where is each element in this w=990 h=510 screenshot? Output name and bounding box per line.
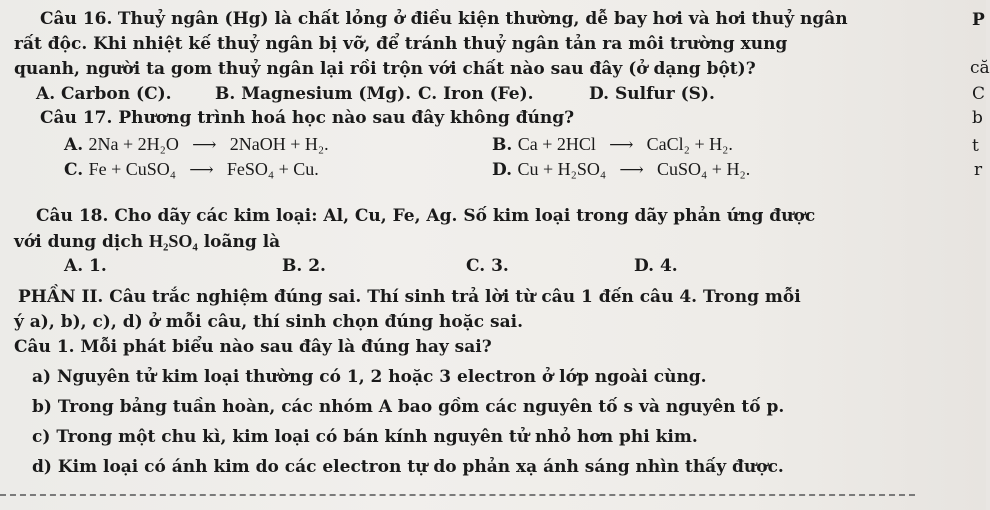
q16-label: Câu 16. (40, 9, 113, 29)
q18-text-1: Cho dãy các kim loại: Al, Cu, Fe, Ag. Số kim loại trong dãy phản ứng được (114, 206, 816, 226)
c1-statement-b: b) Trong bảng tuần hoàn, các nhóm A bao gồm các nguyên tố s và nguyên tố p. (32, 397, 785, 417)
q17-option-a-rhs: 2NaOH + H₂. (229, 134, 329, 154)
q18-formula: H₂SO₄ (148, 231, 198, 251)
q16-option-b: B. Magnesium (Mg). (215, 84, 412, 104)
q17-option-c-arrow: ⟶ (189, 160, 214, 180)
q16-line3: quanh, người ta gom thuỷ ngân lại rồi trộn với chất nào sau đây (ở dạng bột)? (14, 59, 756, 79)
q17-option-d-lhs: Cu + H₂SO₄ (517, 159, 607, 179)
q17-option-a-label: A. (64, 135, 84, 155)
c1-text: Mỗi phát biểu nào sau đây là đúng hay sai? (80, 337, 492, 357)
dotted-divider (0, 494, 915, 496)
part2-line2: ý a), b), c), d) ở mỗi câu, thí sinh chọn đúng hoặc sai. (14, 312, 524, 332)
edge-fragment-5: t (972, 136, 979, 156)
q17-option-b-rhs: CaCl₂ + H₂. (646, 134, 733, 154)
q16-option-d: D. Sulfur (S). (589, 84, 715, 104)
q18-text-2a: với dung dịch (14, 232, 144, 252)
q17-option-d-rhs: CuSO₄ + H₂. (657, 159, 751, 179)
q16-line1 (40, 8, 848, 30)
part2-heading: PHẦN II. Câu trắc nghiệm đúng sai. (18, 287, 362, 307)
edge-fragment-6: r (974, 160, 983, 180)
q18-option-a: A. 1. (64, 256, 107, 276)
q17-option-c-lhs: Fe + CuSO₄ (88, 159, 177, 179)
edge-fragment-4: b (972, 108, 983, 128)
c1-label: Câu 1. (14, 337, 75, 357)
q17-stem (40, 107, 574, 129)
c1-stem (14, 336, 492, 358)
q16-text-1: Thuỷ ngân (Hg) là chất lỏng ở điều kiện thường, dễ bay hơi và hơi thuỷ ngân (117, 9, 848, 29)
q17-option-a (64, 133, 329, 156)
q17-option-b (492, 133, 733, 156)
q18-text-2c: loãng là (203, 232, 281, 252)
q17-text: Phương trình hoá học nào sau đây (118, 108, 445, 128)
part2-text-1: Thí sinh trả lời từ câu 1 đến câu 4. Trong mỗi (367, 287, 801, 307)
q17-option-a-lhs: 2Na + 2H₂O (88, 134, 179, 154)
q16-line2: rất độc. Khi nhiệt kế thuỷ ngân bị vỡ, để tránh thuỷ ngân tản ra môi trường xung (14, 34, 788, 54)
q17-option-b-lhs: Ca + 2HCl (517, 134, 596, 154)
q16-option-c: C. Iron (Fe). (418, 84, 534, 104)
q16-option-a: A. Carbon (C). (36, 84, 172, 104)
c1-statement-c: c) Trong một chu kì, kim loại có bán kính nguyên tử nhỏ hơn phi kim. (32, 427, 698, 447)
c1-statement-d: d) Kim loại có ánh kim do các electron tự do phản xạ ánh sáng nhìn thấy được. (32, 457, 784, 477)
q18-option-b: B. 2. (282, 256, 326, 276)
part2-line1 (18, 286, 801, 308)
q18-option-c: C. 3. (466, 256, 509, 276)
q17-option-c-rhs: FeSO₄ + Cu. (226, 159, 319, 179)
edge-fragment-1: P (972, 10, 985, 30)
q17-option-a-arrow: ⟶ (192, 135, 217, 155)
q17-label: Câu 17. (40, 108, 113, 128)
c1-statement-a: a) Nguyên tử kim loại thường có 1, 2 hoặc 3 electron ở lớp ngoài cùng. (32, 367, 707, 387)
q18-label: Câu 18. (36, 206, 109, 226)
q17-option-d (492, 158, 750, 181)
q18-line1 (36, 205, 815, 227)
q17-option-d-label: D. (492, 160, 513, 180)
q17-option-d-arrow: ⟶ (619, 160, 644, 180)
edge-fragment-3: C (972, 84, 986, 104)
q18-line2 (14, 230, 280, 253)
q17-option-c (64, 158, 319, 181)
q18-option-d: D. 4. (634, 256, 678, 276)
q17-option-b-label: B. (492, 135, 513, 155)
q17-option-c-label: C. (64, 160, 84, 180)
q17-option-b-arrow: ⟶ (609, 135, 634, 155)
q17-emphasis: không đúng? (450, 108, 575, 128)
edge-fragment-2: că (970, 58, 990, 78)
